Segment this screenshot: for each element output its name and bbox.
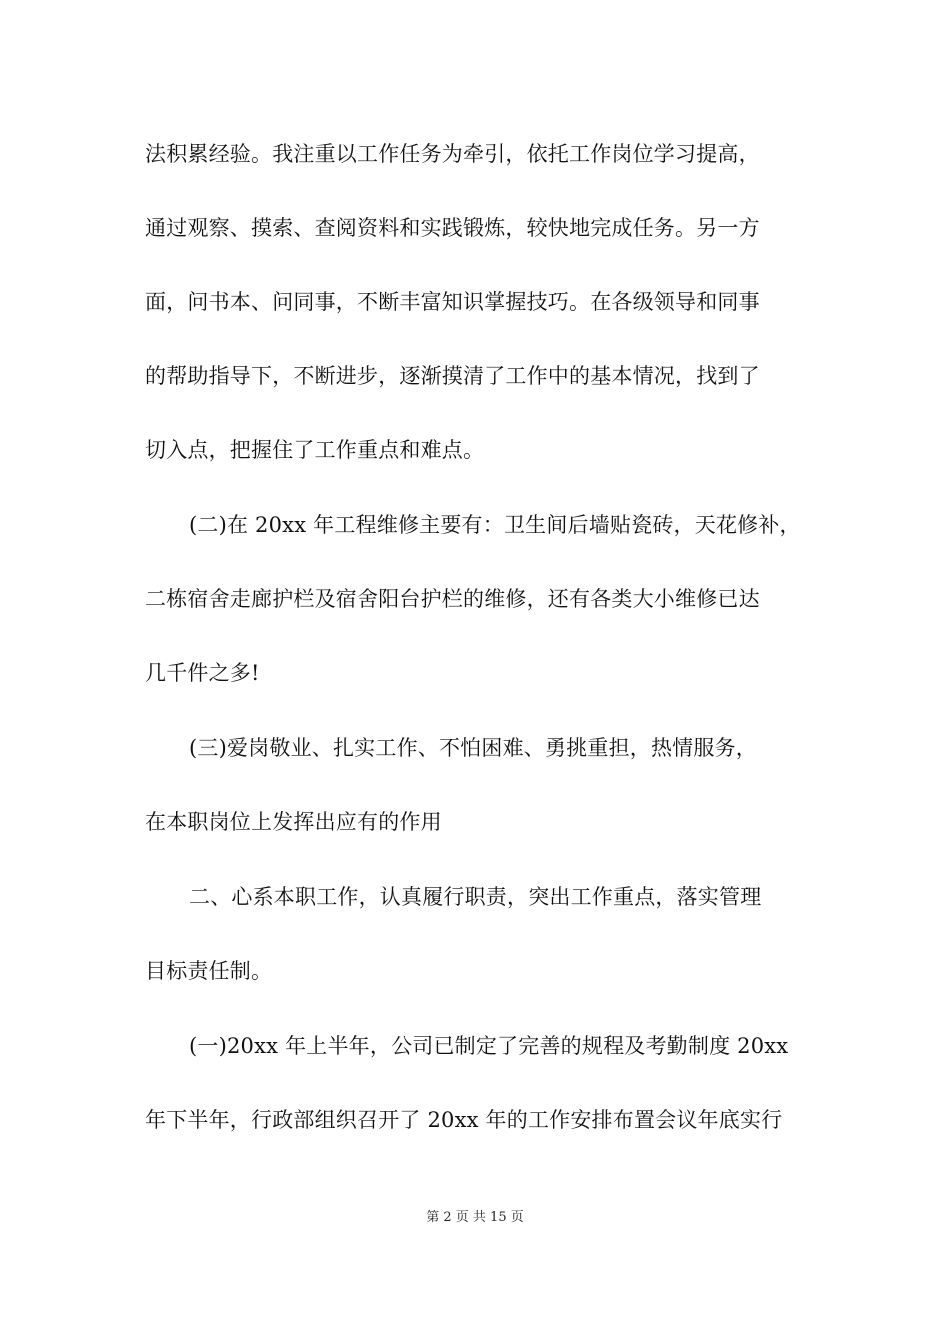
body-text-line: 法积累经验。我注重以工作任务为牵引，依托工作岗位学习提高， — [145, 142, 760, 166]
body-text-line: 切入点，把握住了工作重点和难点。 — [145, 438, 485, 462]
section-heading-line: 目标责任制。 — [145, 959, 273, 983]
body-text-line: 的帮助指导下，不断进步，逐渐摸清了工作中的基本情况，找到了 — [145, 364, 760, 388]
paragraph-first-line: (二)在 20xx 年工程维修主要有：卫生间后墙贴瓷砖，天花修补， — [189, 513, 801, 537]
body-text-line: 通过观察、摸索、查阅资料和实践锻炼，较快地完成任务。另一方 — [145, 216, 760, 240]
body-text-line: 年下半年，行政部组织召开了 20xx 年的工作安排布置会议年底实行 — [145, 1108, 783, 1132]
body-text-line: 几千件之多! — [145, 661, 260, 685]
body-text-line: 面，问书本、问同事，不断丰富知识掌握技巧。在各级领导和同事 — [145, 290, 760, 314]
body-text-line: 在本职岗位上发挥出应有的作用 — [145, 810, 442, 834]
body-text-line: 二栋宿舍走廊护栏及宿舍阳台护栏的维修，还有各类大小维修已达 — [145, 587, 760, 611]
paragraph-first-line: (一)20xx 年上半年，公司已制定了完善的规程及考勤制度 20xx — [189, 1034, 789, 1058]
page-number-footer: 第 2 页 共 15 页 — [426, 1210, 524, 1225]
paragraph-first-line: (三)爱岗敬业、扎实工作、不怕困难、勇挑重担，热情服务， — [189, 736, 757, 760]
section-heading-line: 二、心系本职工作，认真履行职责，突出工作重点，落实管理 — [189, 885, 762, 909]
